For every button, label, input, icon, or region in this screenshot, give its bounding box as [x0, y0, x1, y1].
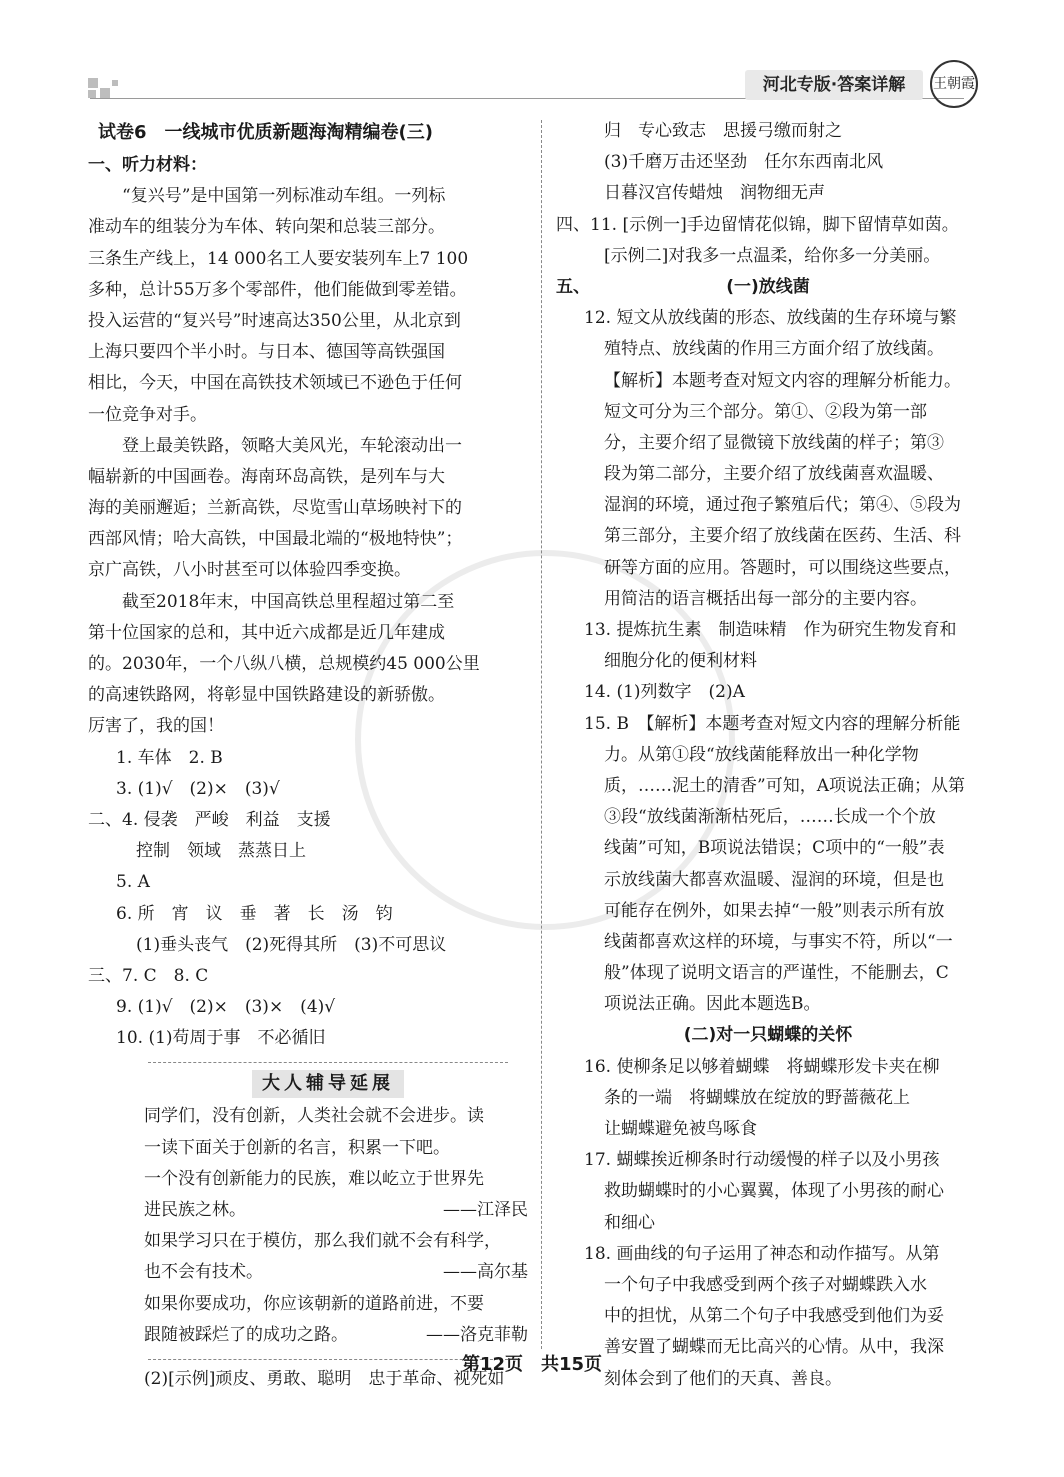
answer-15 [556, 709, 980, 1021]
answer-4: 二、4. 侵袭 严峻 利益 支援 [88, 809, 331, 830]
text-line: 救助蝴蝶时的小心翼翼，体现了小男孩的耐心 [604, 1181, 944, 1202]
quote-line: 如果学习只在于模仿，那么我们就不会有科学， [144, 1231, 501, 1252]
text-line: 西部风情；哈大高铁，中国最北端的“极地特快”； [88, 529, 463, 550]
text-line: 短文可分为三个部分。第①、②段为第一部 [604, 401, 927, 422]
text-line: ③段“放线菌渐渐枯死后，……长成一个个放 [604, 807, 936, 828]
corner-decoration [112, 80, 118, 86]
answer-13 [556, 615, 980, 677]
corner-decoration [100, 88, 110, 98]
listening-paragraph-3 [88, 587, 528, 743]
answer-11-cont: [示例二]对我多一点温柔，给你多一分美丽。 [604, 245, 941, 266]
quote-author: ——高尔基 [443, 1262, 528, 1283]
extension-box-label: 大人辅导延展 [252, 1070, 404, 1098]
text-line: 15. B 【解析】本题考查对短文内容的理解分析能 [584, 713, 961, 734]
answer-7-8: 三、7. C 8. C [88, 965, 209, 986]
text-line: 善安置了蝴蝶而无比高兴的心情。从中，我深 [604, 1337, 944, 1358]
text-line: 17. 蝴蝶挨近柳条时行动缓慢的样子以及小男孩 [584, 1150, 940, 1171]
quote-line: 跟随被踩烂了的成功之路。 [144, 1324, 348, 1345]
answer-3: 3. (1)√ (2)× (3)√ [116, 778, 280, 799]
section-heading: 一、听力材料： [88, 155, 207, 175]
text-line: 的。2030年，一个八纵八横，总规模约45 000公里 [88, 654, 480, 674]
text-line: 和细心 [604, 1212, 655, 1233]
quote-line: 进民族之林。 [144, 1200, 246, 1220]
text-line: 示放线菌大都喜欢温暖、湿润的环境，但是也 [604, 869, 944, 890]
text-line: 上海只要四个半小时。与日本、德国等高铁强国 [88, 342, 445, 363]
page-number: 第12页 共15页 [461, 1354, 603, 1375]
quote-line: 一个没有创新能力的民族，难以屹立于世界先 [144, 1168, 484, 1189]
text-line: “复兴号”是中国第一列标准动车组。一列标 [122, 186, 446, 207]
text-line: 让蝴蝶避免被鸟啄食 [604, 1119, 757, 1139]
quote-line: 也不会有技术。 [144, 1262, 263, 1283]
text-line: 细胞分化的便利材料 [604, 651, 757, 672]
corner-decoration [88, 90, 96, 98]
text-line: 刻体会到了他们的天真、善良。 [604, 1368, 842, 1389]
text-line: 登上最美铁路，领略大美风光，车轮滚动出一 [122, 435, 462, 456]
listening-paragraph-2 [88, 431, 528, 587]
text-line: 投入运营的“复兴号”时速高达350公里，从北京到 [88, 310, 461, 331]
text-line: 段为第二部分，主要介绍了放线菌喜欢温暖、 [604, 464, 944, 485]
paper-title: 试卷6 一线城市优质新题海淘精编卷(三) [98, 122, 433, 143]
text-line: 用简洁的语言概括出每一部分的主要内容。 [604, 588, 927, 609]
extension-box-title [148, 1067, 508, 1101]
text-line: 条的一端 将蝴蝶放在绽放的野蔷薇花上 [604, 1087, 910, 1108]
text-line: 般”体现了说明文语言的严谨性，不能删去，C [604, 963, 949, 984]
answer-5: 5. A [116, 872, 150, 893]
answer-11: 四、11. [示例一]手边留情花似锦，脚下留情草如茵。 [556, 214, 959, 235]
box-separator-top [148, 1062, 508, 1063]
text-line: 湿润的环境，通过孢子繁殖后代；第④、⑤段为 [604, 495, 961, 516]
right-column [556, 116, 980, 1395]
answer-16 [556, 1052, 980, 1146]
text-line: 殖特点、放线菌的作用三方面介绍了放线菌。 [604, 339, 944, 360]
text-line: 线菌都喜欢这样的环境，与事实不符，所以“一 [604, 931, 953, 952]
text-line: 截至2018年末，中国高铁总里程超过第二至 [122, 591, 455, 612]
text-line: 京广高铁，八小时甚至可以体验四季变换。 [88, 560, 411, 581]
text-line: 质，……泥土的清香”可知，A项说法正确；从第 [604, 775, 965, 796]
section-number: 五、 [556, 276, 590, 297]
section-2-title: (二)对一只蝴蝶的关怀 [683, 1025, 853, 1046]
column-divider [541, 120, 542, 1349]
text-line: 一个句子中我感受到两个孩子对蝴蝶跌入水 [604, 1274, 927, 1295]
header-tag: 河北专版·答案详解 [745, 70, 923, 100]
text-line: 一位竞争对手。 [88, 404, 207, 425]
text-line: 【解析】本题考查对短文内容的理解分析能力。 [604, 370, 961, 391]
text-line: 13. 提炼抗生素 制造味精 作为研究生物发育和 [584, 620, 957, 640]
answer-17 [556, 1145, 980, 1239]
quote-author: ——江泽民 [443, 1200, 528, 1220]
text-line: 海的美丽邂逅；兰新高铁，尽览雪山草场映衬下的 [88, 498, 462, 519]
text-line: 幅崭新的中国画卷。海南环岛高铁，是列车与大 [88, 466, 445, 487]
extension-box [88, 1101, 528, 1351]
text-line: 12. 短文从放线菌的形态、放线菌的生存环境与繁 [584, 308, 957, 329]
text-line: 第十位国家的总和，其中近六成都是近几年建成 [88, 622, 445, 643]
text-line: 第三部分，主要介绍了放线菌在医药、生活、科 [604, 526, 961, 547]
section-title: (一)放线菌 [726, 276, 810, 297]
answer-14: 14. (1)列数字 (2)A [584, 682, 745, 703]
answer-1-2: 1. 车体 2. B [116, 747, 223, 768]
text-line: 相比，今天，中国在高铁技术领域已不逊色于任何 [88, 373, 462, 394]
answer-12 [556, 303, 980, 615]
answer-10-3: (3)千磨万击还坚劲 任尔东西南北风 [604, 152, 884, 173]
answer-10-3-cont: 日暮汉宫传蜡烛 润物细无声 [604, 183, 825, 204]
text-line: 可能存在例外，如果去掉“一般”则表示所有放 [604, 900, 945, 921]
text-line: 厉害了，我的国！ [88, 716, 224, 737]
text-line: 准动车的组装分为车体、转向架和总装三部分。 [88, 217, 445, 238]
text-line: 线菌”可知，B项说法错误；C项中的“一般”表 [604, 838, 945, 859]
corner-decoration [88, 78, 98, 88]
answer-10-2: (2)[示例]顽皮、勇敢、聪明 忠于革命、视死如 [144, 1368, 505, 1389]
text-line: 分，主要介绍了显微镜下放线菌的样子；第③ [604, 432, 944, 453]
text-line: 多种，总计55万多个零部件，他们能做到零差错。 [88, 279, 467, 300]
text-line: 项说法正确。因此本题选B。 [604, 994, 821, 1015]
answer-4-cont: 控制 领域 蒸蒸日上 [136, 841, 306, 862]
text-line: 同学们，没有创新，人类社会就不会进步。读 [144, 1106, 484, 1127]
quote-author: ——洛克菲勒 [426, 1324, 528, 1345]
answer-10-cont: 归 专心致志 思援弓缴而射之 [604, 121, 842, 141]
listening-paragraph-1 [88, 181, 528, 431]
answer-6-cont: (1)垂头丧气 (2)死得其所 (3)不可思议 [136, 934, 447, 955]
left-column [88, 116, 528, 1395]
text-line: 的高速铁路网，将彰显中国铁路建设的新骄傲。 [88, 685, 445, 706]
section-5-heading [556, 272, 980, 303]
text-line: 16. 使柳条足以够着蝴蝶 将蝴蝶形发卡夹在柳 [584, 1056, 940, 1077]
brand-logo: 王朝霞 [930, 60, 978, 108]
text-line: 一读下面关于创新的名言，积累一下吧。 [144, 1137, 450, 1158]
answer-10: 10. (1)苟周于事 不必循旧 [116, 1028, 326, 1049]
text-line: 18. 画曲线的句子运用了神态和动作描写。从第 [584, 1243, 940, 1264]
quote-line: 如果你要成功，你应该朝新的道路前进，不要 [144, 1293, 484, 1314]
answer-9: 9. (1)√ (2)× (3)× (4)√ [116, 997, 336, 1018]
text-line: 力。从第①段“放线菌能释放出一种化学物 [604, 744, 919, 765]
answer-6: 6. 所 宵 议 垂 著 长 汤 钧 [116, 903, 393, 924]
text-line: 三条生产线上，14 000名工人要安装列车上7 100 [88, 248, 469, 269]
text-line: 研等方面的应用。答题时，可以围绕这些要点， [604, 557, 961, 578]
text-line: 中的担忧，从第二个句子中我感受到他们为妥 [604, 1306, 944, 1327]
